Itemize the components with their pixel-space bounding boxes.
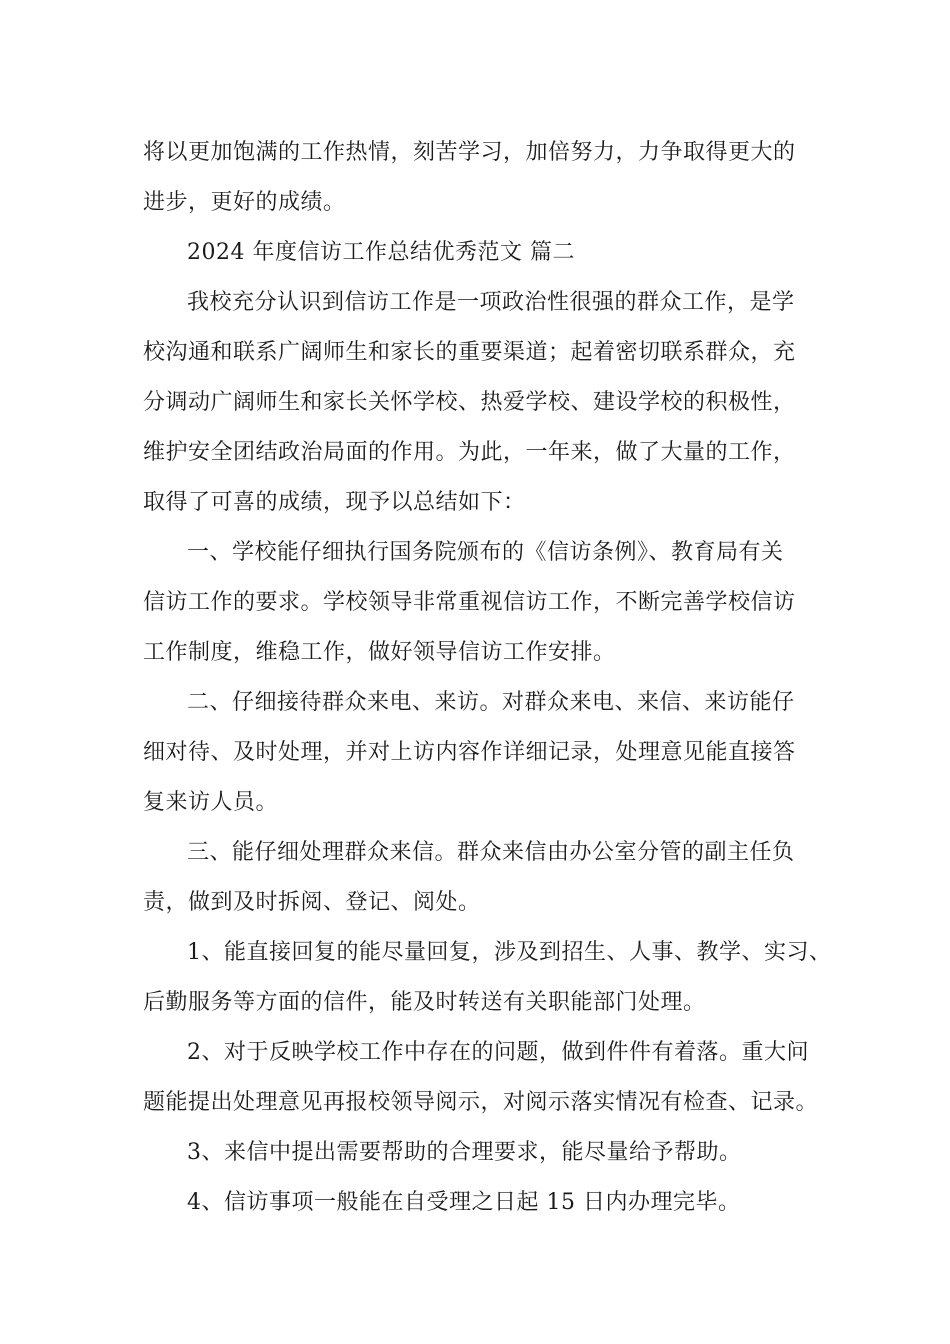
paragraph-subitem-2: [143, 1028, 823, 1128]
paragraph-continuation: [143, 128, 823, 228]
text-line: 校沟通和联系广阔师生和家长的重要渠道；起着密切联系群众，充: [143, 340, 796, 365]
paragraph-subitem-1: [143, 928, 832, 1028]
text-line: 4、信访事项一般能在自受理之日起 15 日内办理完毕。: [187, 1190, 741, 1215]
text-line: 分调动广阔师生和家长关怀学校、热爱学校、建设学校的积极性，: [143, 390, 796, 415]
text-line: 信访工作的要求。学校领导非常重视信访工作，不断完善学校信访: [143, 590, 796, 615]
text-line: 我校充分认识到信访工作是一项政治性很强的群众工作，是学: [187, 290, 795, 315]
paragraph-intro: [143, 278, 823, 528]
text-line: 维护安全团结政治局面的作用。为此，一年来，做了大量的工作，: [143, 440, 796, 465]
text-line: 二、仔细接待群众来电、来访。对群众来电、来信、来访能仔: [187, 690, 795, 715]
document-body: [143, 128, 832, 1228]
text-line: 进步，更好的成绩。: [143, 190, 346, 215]
heading-text: 2024 年度信访工作总结优秀范文 篇二: [187, 240, 575, 265]
text-line: 工作制度，维稳工作，做好领导信访工作安排。: [143, 640, 616, 665]
text-line: 取得了可喜的成绩，现予以总结如下：: [143, 490, 526, 515]
text-line: 1、能直接回复的能尽量回复，涉及到招生、人事、教学、实习、: [187, 940, 832, 965]
text-line: 三、能仔细处理群众来信。群众来信由办公室分管的副主任负: [187, 840, 795, 865]
paragraph-subitem-4: [143, 1178, 823, 1228]
paragraph-item-1: [143, 528, 823, 678]
text-line: 责，做到及时拆阅、登记、阅处。: [143, 890, 481, 915]
text-line: 细对待、及时处理，并对上访内容作详细记录，处理意见能直接答: [143, 740, 796, 765]
paragraph-item-2: [143, 678, 823, 828]
text-line: 题能提出处理意见再报校领导阅示，对阅示落实情况有检查、记录。: [143, 1090, 819, 1115]
text-line: 2、对于反映学校工作中存在的问题，做到件件有着落。重大问: [187, 1040, 809, 1065]
text-line: 一、学校能仔细执行国务院颁布的《信访条例》、教育局有关: [187, 540, 784, 565]
text-line: 后勤服务等方面的信件，能及时转送有关职能部门处理。: [143, 990, 706, 1015]
text-line: 3、来信中提出需要帮助的合理要求，能尽量给予帮助。: [187, 1140, 742, 1165]
paragraph-item-3: [143, 828, 823, 928]
text-line: 将以更加饱满的工作热情，刻苦学习，加倍努力，力争取得更大的: [143, 140, 796, 165]
text-line: 复来访人员。: [143, 790, 279, 815]
section-heading: [143, 228, 823, 278]
paragraph-subitem-3: [143, 1128, 823, 1178]
